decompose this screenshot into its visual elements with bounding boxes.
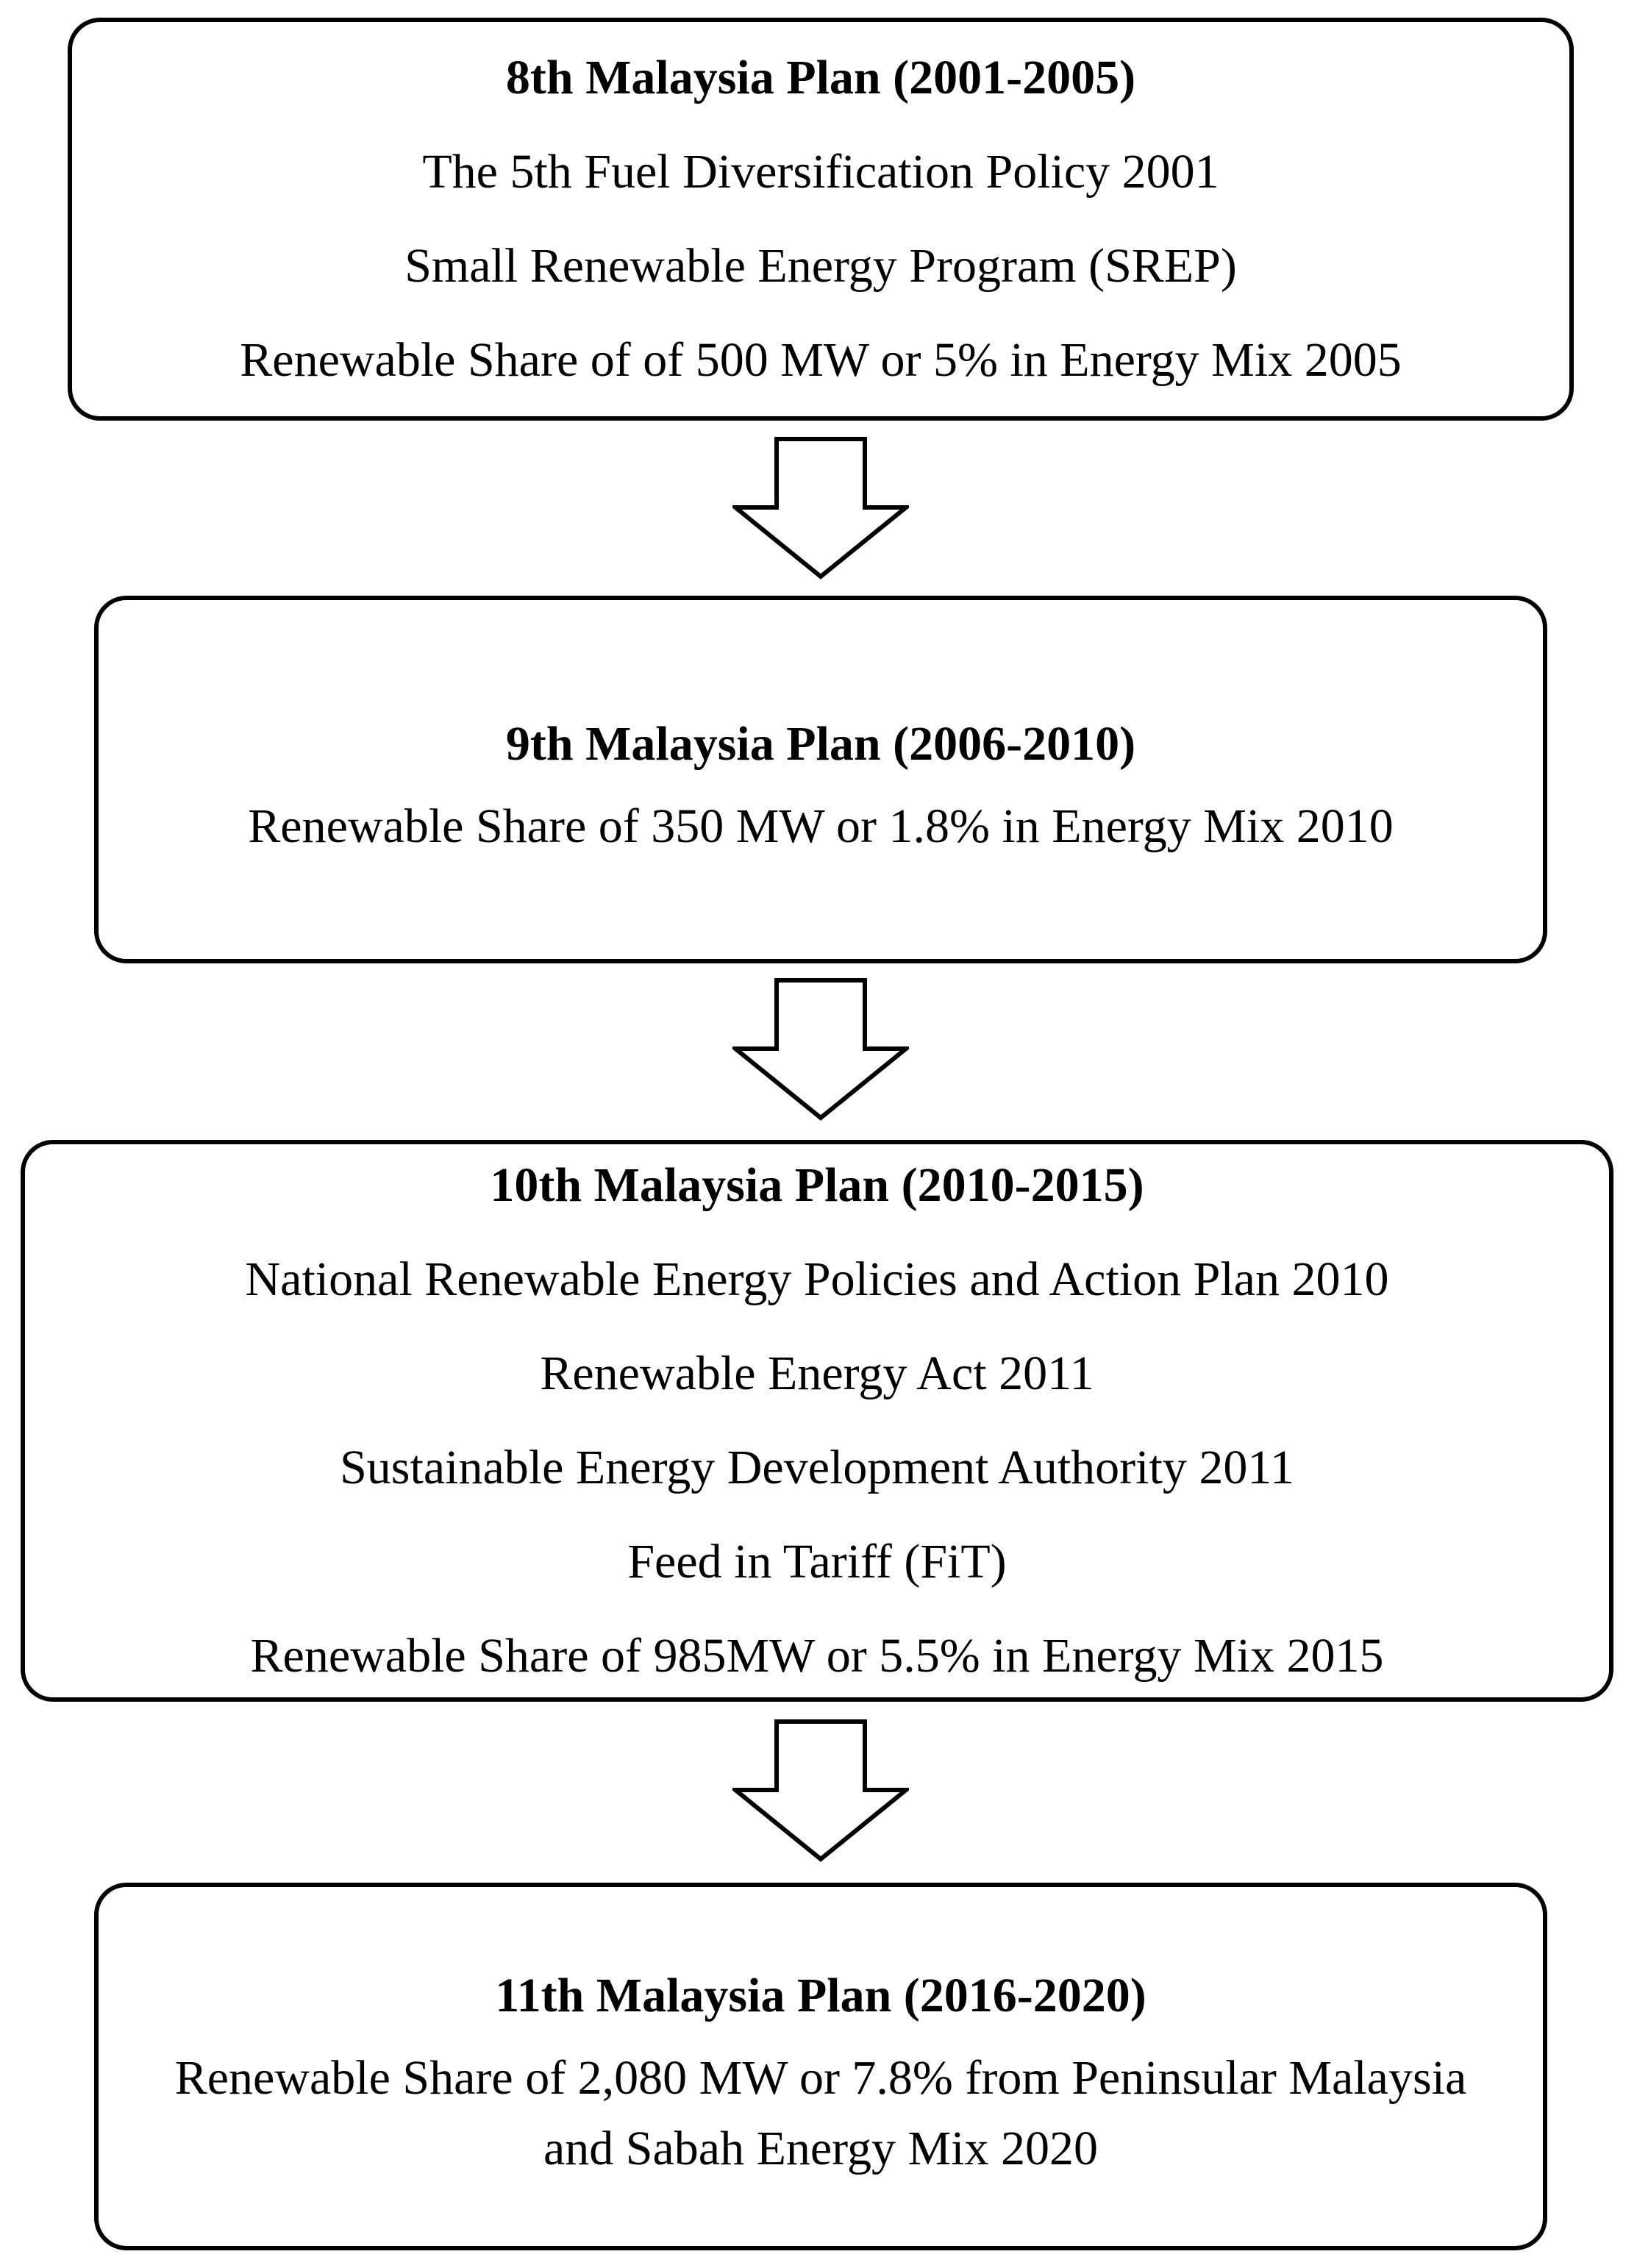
plan-item: The 5th Fuel Diversification Policy 2001	[422, 145, 1219, 199]
plan-item: National Renewable Energy Policies and Action Plan 2010	[245, 1252, 1389, 1306]
plan-item: Sustainable Energy Development Authority 2011	[340, 1441, 1294, 1494]
plan-title: 9th Malaysia Plan (2006-2010)	[505, 717, 1136, 771]
plan-item: Renewable Share of 985MW or 5.5% in Energy Mix 2015	[250, 1629, 1384, 1683]
plan-item: Renewable Share of 2,080 MW or 7.8% from Peninsular Malaysia and Sabah Energy Mix 2020	[174, 2051, 1467, 2175]
plan-item: Feed in Tariff (FiT)	[627, 1535, 1007, 1588]
plan-box-11th	[94, 1883, 1547, 2250]
down-arrow-icon	[732, 437, 909, 580]
plan-item: Small Renewable Energy Program (SREP)	[404, 239, 1237, 293]
plan-item: Renewable Share of 350 MW or 1.8% in Energy Mix 2010	[248, 799, 1394, 853]
plan-box-9th	[94, 596, 1547, 963]
plan-title: 10th Malaysia Plan (2010-2015)	[490, 1158, 1144, 1212]
plan-title: 8th Malaysia Plan (2001-2005)	[505, 51, 1136, 104]
down-arrow-icon	[732, 1719, 909, 1862]
plan-title: 11th Malaysia Plan (2016-2020)	[495, 1969, 1146, 2022]
down-arrow-icon	[732, 978, 909, 1121]
plan-box-10th	[21, 1140, 1613, 1702]
plan-item: Renewable Energy Act 2011	[540, 1347, 1094, 1400]
plan-box-8th	[68, 18, 1574, 421]
plan-item: Renewable Share of of 500 MW or 5% in Energy Mix 2005	[240, 333, 1402, 387]
